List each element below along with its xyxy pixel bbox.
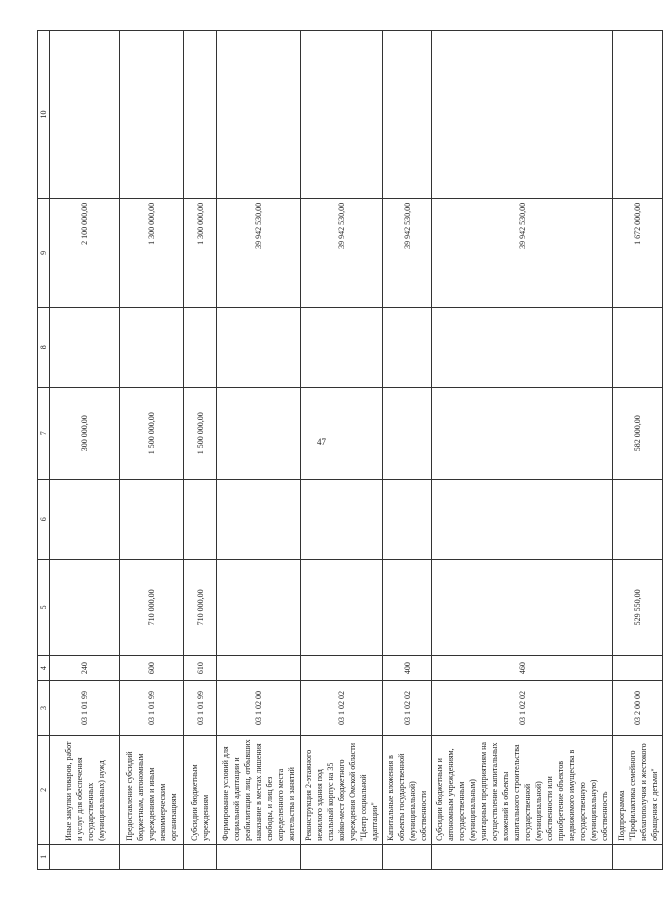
row-vr bbox=[217, 656, 301, 681]
row-col8 bbox=[301, 307, 383, 387]
row-name: Подпрограмма "Профилактика семейного неблагополучия и жестокого обращения с детьми" bbox=[613, 735, 663, 844]
page-number: 47 bbox=[317, 437, 326, 447]
row-col7 bbox=[217, 387, 301, 479]
first-cell bbox=[50, 844, 120, 869]
row-vr: 240 bbox=[50, 656, 120, 681]
table-row bbox=[120, 31, 184, 870]
row-col7 bbox=[301, 387, 383, 479]
row-code: 03 1 02 02 bbox=[383, 681, 432, 736]
row-col5 bbox=[217, 559, 301, 655]
row-name: Предоставление субсидий бюджетным, автономным учреждениям и иным некоммерческим организациям bbox=[120, 735, 184, 844]
row-col7: 1 500 000,00 bbox=[184, 387, 217, 479]
row-col8 bbox=[383, 307, 432, 387]
row-col8 bbox=[184, 307, 217, 387]
row-vr bbox=[301, 656, 383, 681]
row-name: Реконструкция 2-этажного нежилого здания под спальный корпус на 35 койко-мест бюджетного учреждения Омской области "Центр социальной адаптации" bbox=[301, 735, 383, 844]
header-cell: 3 bbox=[38, 681, 50, 736]
table-row bbox=[217, 31, 301, 870]
header-cell: 10 bbox=[38, 31, 50, 199]
first-cell bbox=[301, 844, 383, 869]
rotated-page-content bbox=[37, 30, 659, 870]
table-row bbox=[613, 31, 663, 870]
row-col10 bbox=[120, 31, 184, 199]
row-col6 bbox=[50, 479, 120, 559]
row-col9: 1 300 000,00 bbox=[184, 198, 217, 307]
row-col8 bbox=[50, 307, 120, 387]
first-cell bbox=[613, 844, 663, 869]
row-col5 bbox=[383, 559, 432, 655]
row-code: 03 1 01 99 bbox=[120, 681, 184, 736]
header-cell: 9 bbox=[38, 198, 50, 307]
row-col10 bbox=[383, 31, 432, 199]
row-col5 bbox=[432, 559, 613, 655]
row-col6 bbox=[301, 479, 383, 559]
header-row bbox=[38, 31, 50, 870]
row-vr: 600 bbox=[120, 656, 184, 681]
row-col6 bbox=[613, 479, 663, 559]
row-col9: 39 942 530,00 bbox=[301, 198, 383, 307]
row-col7: 582 000,00 bbox=[613, 387, 663, 479]
row-code: 03 2 00 00 bbox=[613, 681, 663, 736]
row-col6 bbox=[120, 479, 184, 559]
table-row bbox=[383, 31, 432, 870]
row-vr: 610 bbox=[184, 656, 217, 681]
row-col7: 1 500 000,00 bbox=[120, 387, 184, 479]
row-col6 bbox=[217, 479, 301, 559]
row-col6 bbox=[432, 479, 613, 559]
row-code: 03 1 01 99 bbox=[184, 681, 217, 736]
row-vr: 400 bbox=[383, 656, 432, 681]
header-cell: 4 bbox=[38, 656, 50, 681]
row-col9: 39 942 530,00 bbox=[383, 198, 432, 307]
table-body bbox=[50, 31, 663, 870]
row-col6 bbox=[383, 479, 432, 559]
first-cell bbox=[120, 844, 184, 869]
row-col5: 529 550,00 bbox=[613, 559, 663, 655]
row-col5: 710 000,00 bbox=[184, 559, 217, 655]
row-col10 bbox=[613, 31, 663, 199]
row-code: 03 1 02 00 bbox=[217, 681, 301, 736]
row-col9: 39 942 530,00 bbox=[432, 198, 613, 307]
row-col6 bbox=[184, 479, 217, 559]
row-name: Капитальные вложения в объекты государственной (муниципальной) собственности bbox=[383, 735, 432, 844]
header-cell: 2 bbox=[38, 735, 50, 844]
row-col7 bbox=[383, 387, 432, 479]
row-col8 bbox=[120, 307, 184, 387]
row-col9: 39 942 530,00 bbox=[217, 198, 301, 307]
row-name: Формирование условий для социальной адаптации и реабилитации лиц, отбывших наказание в местах лишения свободы, и лиц без определенного места жительства и занятий bbox=[217, 735, 301, 844]
row-code: 03 1 02 02 bbox=[301, 681, 383, 736]
row-code: 03 1 01 99 bbox=[50, 681, 120, 736]
row-col10 bbox=[432, 31, 613, 199]
row-code: 03 1 02 02 bbox=[432, 681, 613, 736]
first-cell bbox=[184, 844, 217, 869]
row-name: Субсидии бюджетным и автономным учреждениям, государственным (муниципальным) унитарным предприятиям на осуществление капитальных вложений в объекты капитального строительства государственной (муниципальной) собственности или приобретение объектов недвижимого имущества в государственную (муниципальную) собственность bbox=[432, 735, 613, 844]
row-col9: 2 100 000,00 bbox=[50, 198, 120, 307]
row-name: Субсидии бюджетным учреждениям bbox=[184, 735, 217, 844]
row-vr bbox=[613, 656, 663, 681]
table-row bbox=[301, 31, 383, 870]
row-col7: 300 000,00 bbox=[50, 387, 120, 479]
table-row bbox=[432, 31, 613, 870]
row-col9: 1 672 000,00 bbox=[613, 198, 663, 307]
row-col8 bbox=[217, 307, 301, 387]
header-cell: 1 bbox=[38, 844, 50, 869]
header-cell: 5 bbox=[38, 559, 50, 655]
row-col10 bbox=[184, 31, 217, 199]
first-cell bbox=[383, 844, 432, 869]
row-col7 bbox=[432, 387, 613, 479]
row-col10 bbox=[50, 31, 120, 199]
row-name: Иные закупки товаров, работ и услуг для обеспечения государственных (муниципальных) нужд bbox=[50, 735, 120, 844]
table-row bbox=[184, 31, 217, 870]
row-col10 bbox=[217, 31, 301, 199]
row-col5 bbox=[301, 559, 383, 655]
row-col9: 1 300 000,00 bbox=[120, 198, 184, 307]
first-cell bbox=[217, 844, 301, 869]
row-col10 bbox=[301, 31, 383, 199]
first-cell bbox=[432, 844, 613, 869]
header-cell: 6 bbox=[38, 479, 50, 559]
row-col5 bbox=[50, 559, 120, 655]
row-col5: 710 000,00 bbox=[120, 559, 184, 655]
budget-table bbox=[37, 30, 663, 870]
table-row bbox=[50, 31, 120, 870]
row-col8 bbox=[613, 307, 663, 387]
header-cell: 7 bbox=[38, 387, 50, 479]
header-cell: 8 bbox=[38, 307, 50, 387]
row-col8 bbox=[432, 307, 613, 387]
row-vr: 460 bbox=[432, 656, 613, 681]
